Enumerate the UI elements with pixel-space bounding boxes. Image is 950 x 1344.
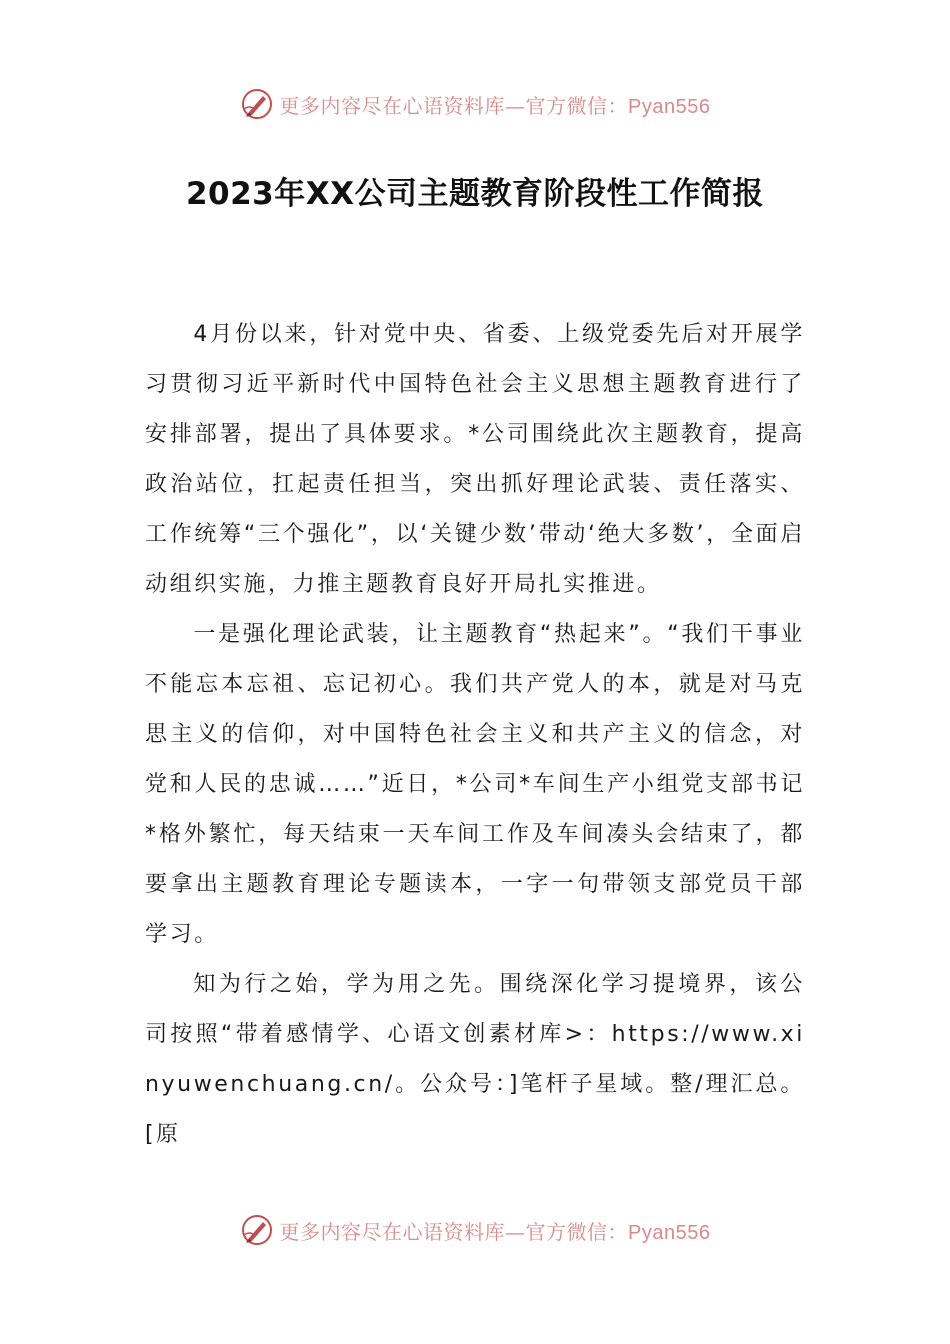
document-body	[145, 310, 805, 1160]
footer-banner	[0, 1210, 950, 1250]
paragraph-2: 一是强化理论武装，让主题教育“热起来”。“我们干事业不能忘本忘祖、忘记初心。我们共产党人的本，就是对马克思主义的信仰，对中国特色社会主义和共产主义的信念，对党和人民的忠诚……”近日，*公司*车间生产小组党支部书记*格外繁忙，每天结束一天车间工作及车间凑头会结束了，都要拿出主题教育理论专题读本，一字一句带领支部党员干部学习。	[145, 622, 805, 947]
footer-banner-text: 更多内容尽在心语资料库—官方微信：	[279, 1219, 629, 1244]
header-banner-text: 更多内容尽在心语资料库—官方微信：	[279, 93, 629, 118]
header-banner	[0, 84, 950, 124]
header-banner-wechat: Pyan556	[628, 95, 711, 118]
footer-banner-wechat: Pyan556	[628, 1221, 711, 1244]
pen-logo-icon	[240, 87, 274, 121]
paragraph-1: 4月份以来，针对党中央、省委、上级党委先后对开展学习贯彻习近平新时代中国特色社会主义思想主题教育进行了安排部署，提出了具体要求。*公司围绕此次主题教育，提高政治站位，扛起责任担当，突出抓好理论武装、责任落实、工作统筹“三个强化”，以‘关键少数’带动‘绝大多数’，全面启动组织实施，力推主题教育良好开局扎实推进。	[145, 322, 805, 597]
document-title: 2023年XX公司主题教育阶段性工作简报	[185, 176, 765, 212]
pen-logo-icon	[240, 1213, 274, 1247]
paragraph-3: 知为行之始，学为用之先。围绕深化学习提境界，该公司按照“带着感情学、心语文创素材库>：https://www.xinyuwenchuang.cn/。公众号：]笔杆子星域。整/理汇总。[原	[145, 972, 805, 1147]
